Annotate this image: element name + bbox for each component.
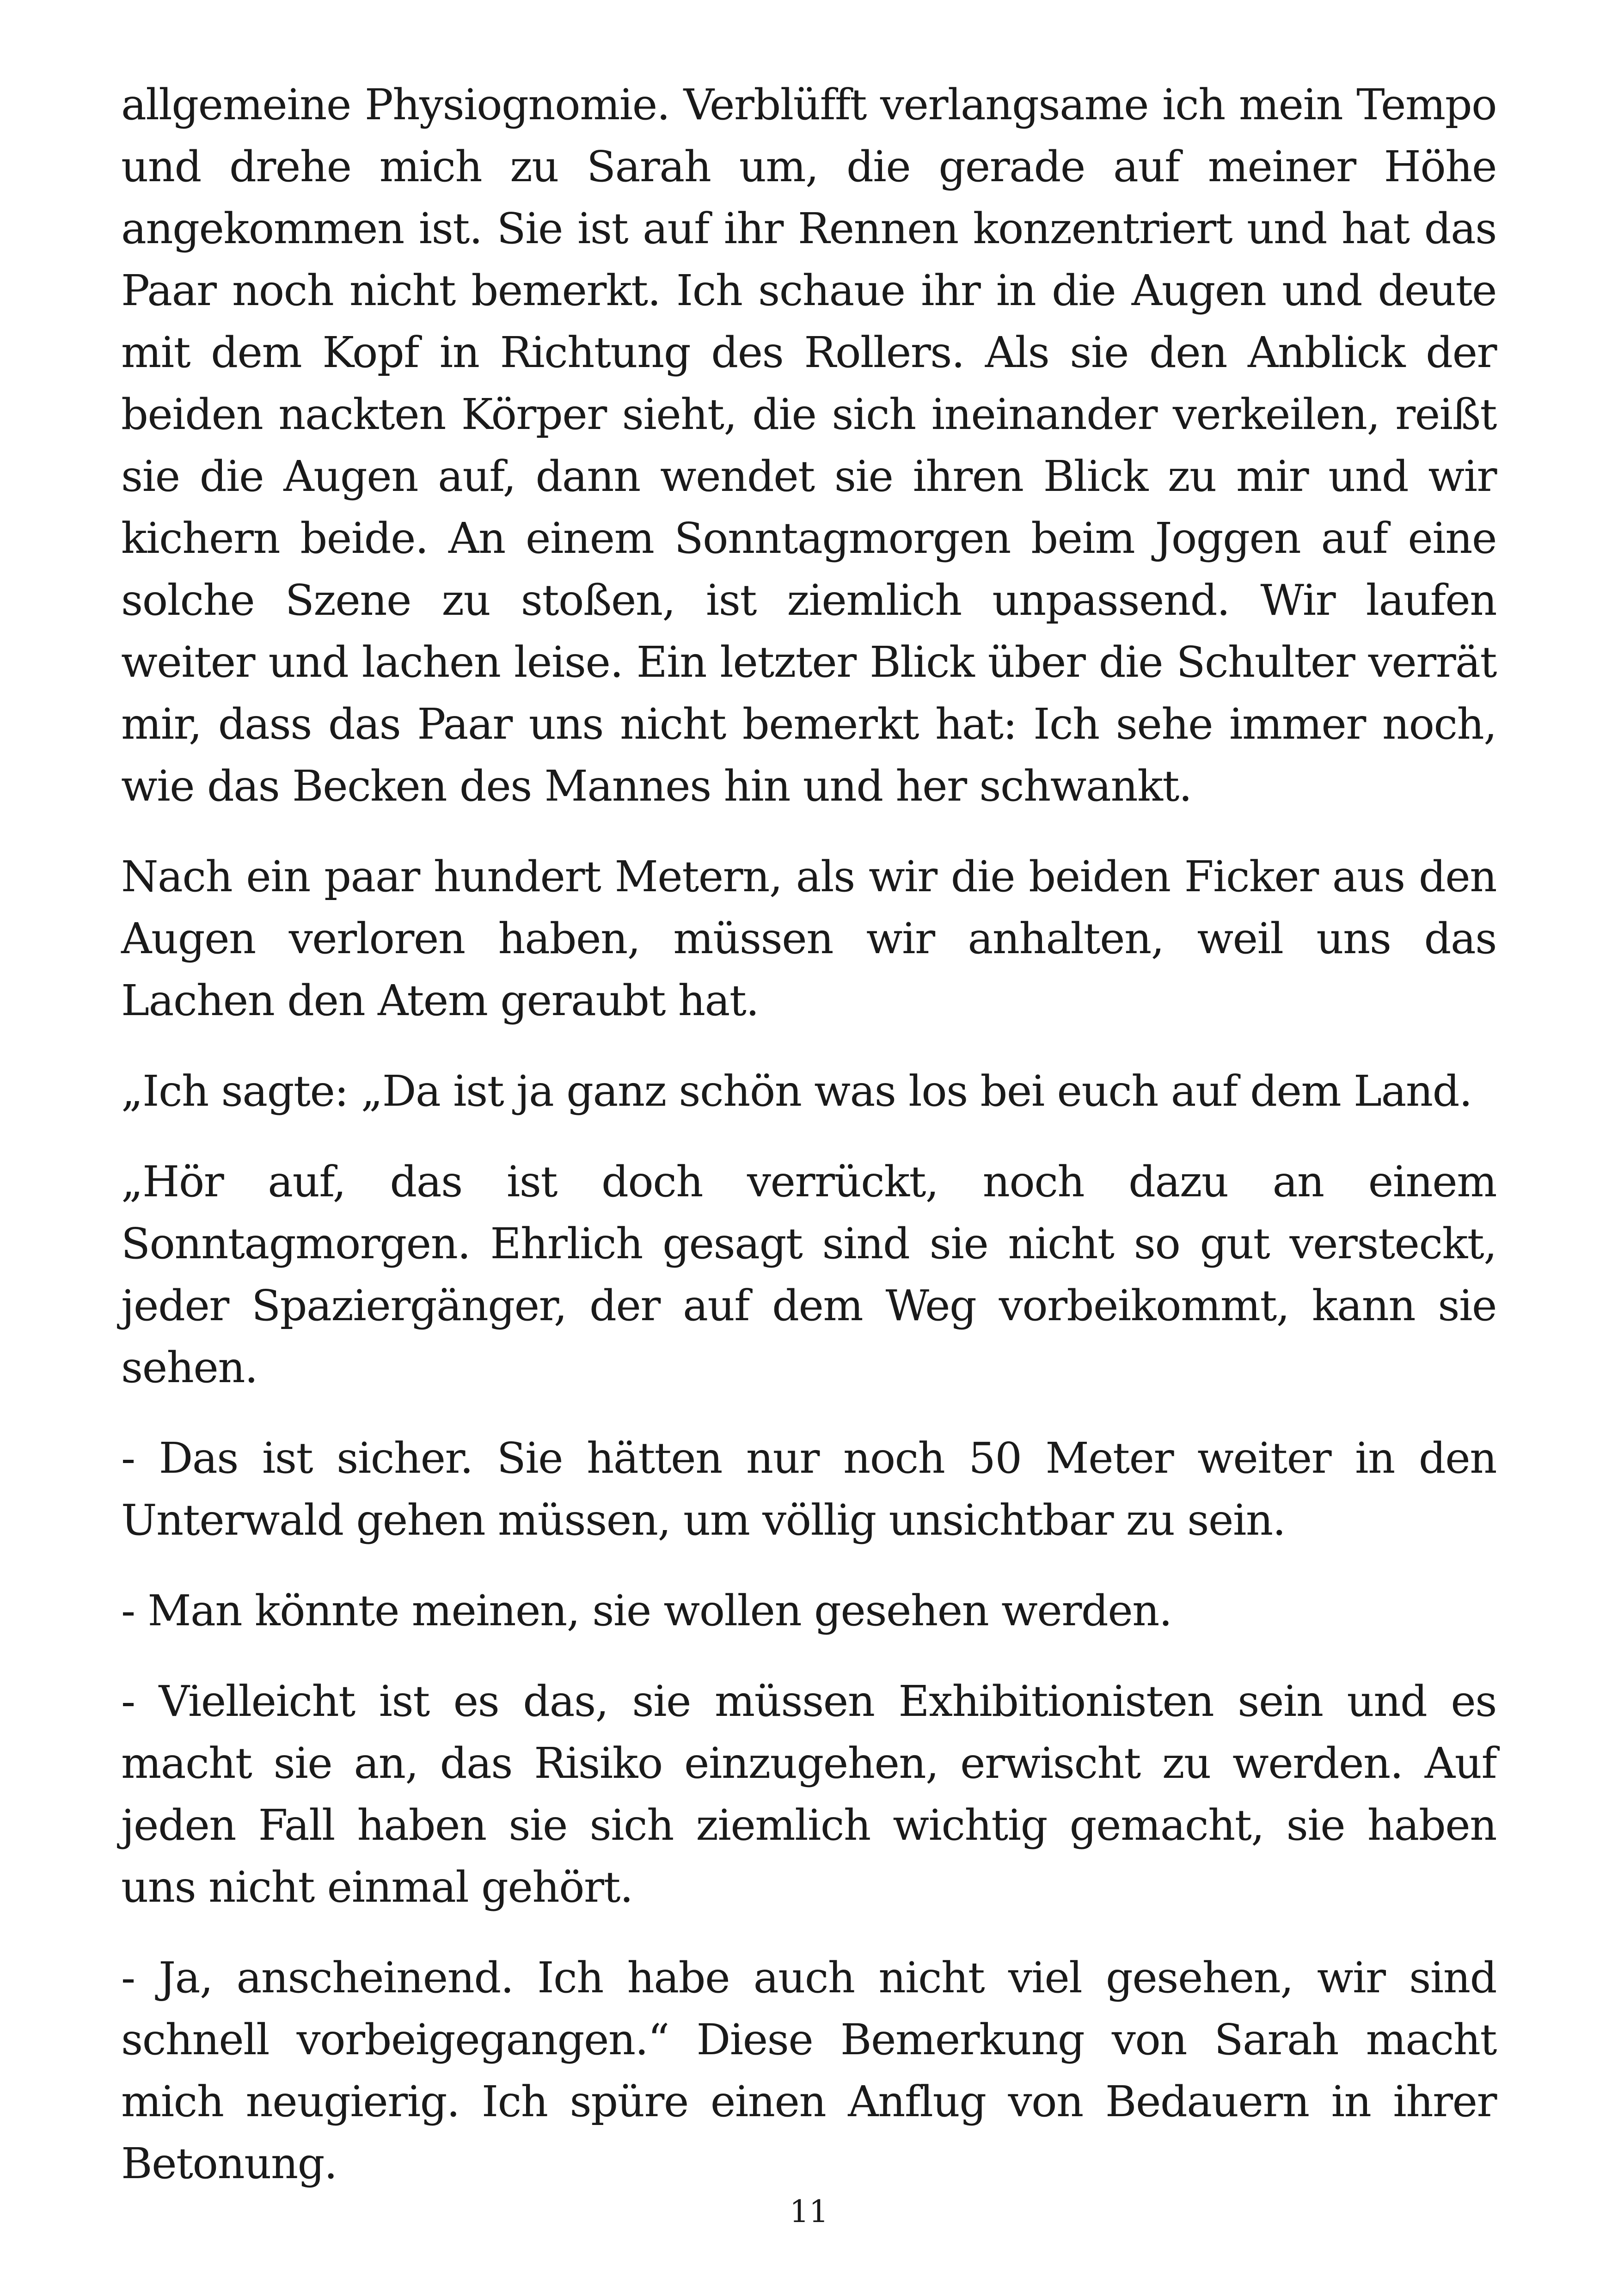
paragraph-8: - Ja, anscheinend. Ich habe auch nicht viel gesehen, wir sind schnell vorbeigegangen.“ Diese Bemerkung von Sarah macht mich neugierig. Ich spüre einen Anflug von Bedauern in ihrer Betonung. bbox=[121, 1953, 1496, 2188]
paragraph-1: allgemeine Physiognomie. Verblüfft verlangsame ich mein Tempo und drehe mich zu Sarah um, die gerade auf meiner Höhe angekommen ist. Sie ist auf ihr Rennen konzentriert und hat das Paar noch nicht bemerkt. Ich schaue ihr in die Augen und deute mit dem Kopf in Richtung des Rollers. Als sie den Anblick der beiden nackten Körper sieht, die sich ineinander verkeilen, reißt sie die Augen auf, dann wendet sie ihren Blick zu mir und wir kichern beide. An einem Sonntagmorgen beim Joggen auf eine solche Szene zu stoßen, ist ziemlich unpassend. Wir laufen weiter und lachen leise. Ein letzter Blick über die Schulter verrät mir, dass das Paar uns nicht bemerkt hat: Ich sehe immer noch, wie das Becken des Mannes hin und her schwankt. bbox=[121, 80, 1496, 811]
paragraph-5: - Das ist sicher. Sie hätten nur noch 50 Meter weiter in den Unterwald gehen müssen, um völlig unsichtbar zu sein. bbox=[121, 1433, 1496, 1545]
paragraph-4: „Hör auf, das ist doch verrückt, noch dazu an einem Sonntagmorgen. Ehrlich gesagt sind sie nicht so gut versteckt, jeder Spaziergänger, der auf dem Weg vorbeikommt, kann sie sehen. bbox=[121, 1157, 1496, 1392]
page-number: 11 bbox=[790, 2194, 828, 2229]
page-body bbox=[121, 74, 1496, 2223]
paragraph-7: - Vielleicht ist es das, sie müssen Exhibitionisten sein und es macht sie an, das Risiko einzugehen, erwischt zu werden. Auf jeden Fall haben sie sich ziemlich wichtig gemacht, sie haben uns nicht einmal gehört. bbox=[121, 1677, 1496, 1912]
paragraph-6: - Man könnte meinen, sie wollen gesehen werden. bbox=[121, 1586, 1172, 1635]
paragraph-3: „Ich sagte: „Da ist ja ganz schön was los bei euch auf dem Land. bbox=[121, 1066, 1472, 1116]
paragraph-2: Nach ein paar hundert Metern, als wir die beiden Ficker aus den Augen verloren haben, müssen wir anhalten, weil uns das Lachen den Atem geraubt hat. bbox=[121, 852, 1496, 1025]
